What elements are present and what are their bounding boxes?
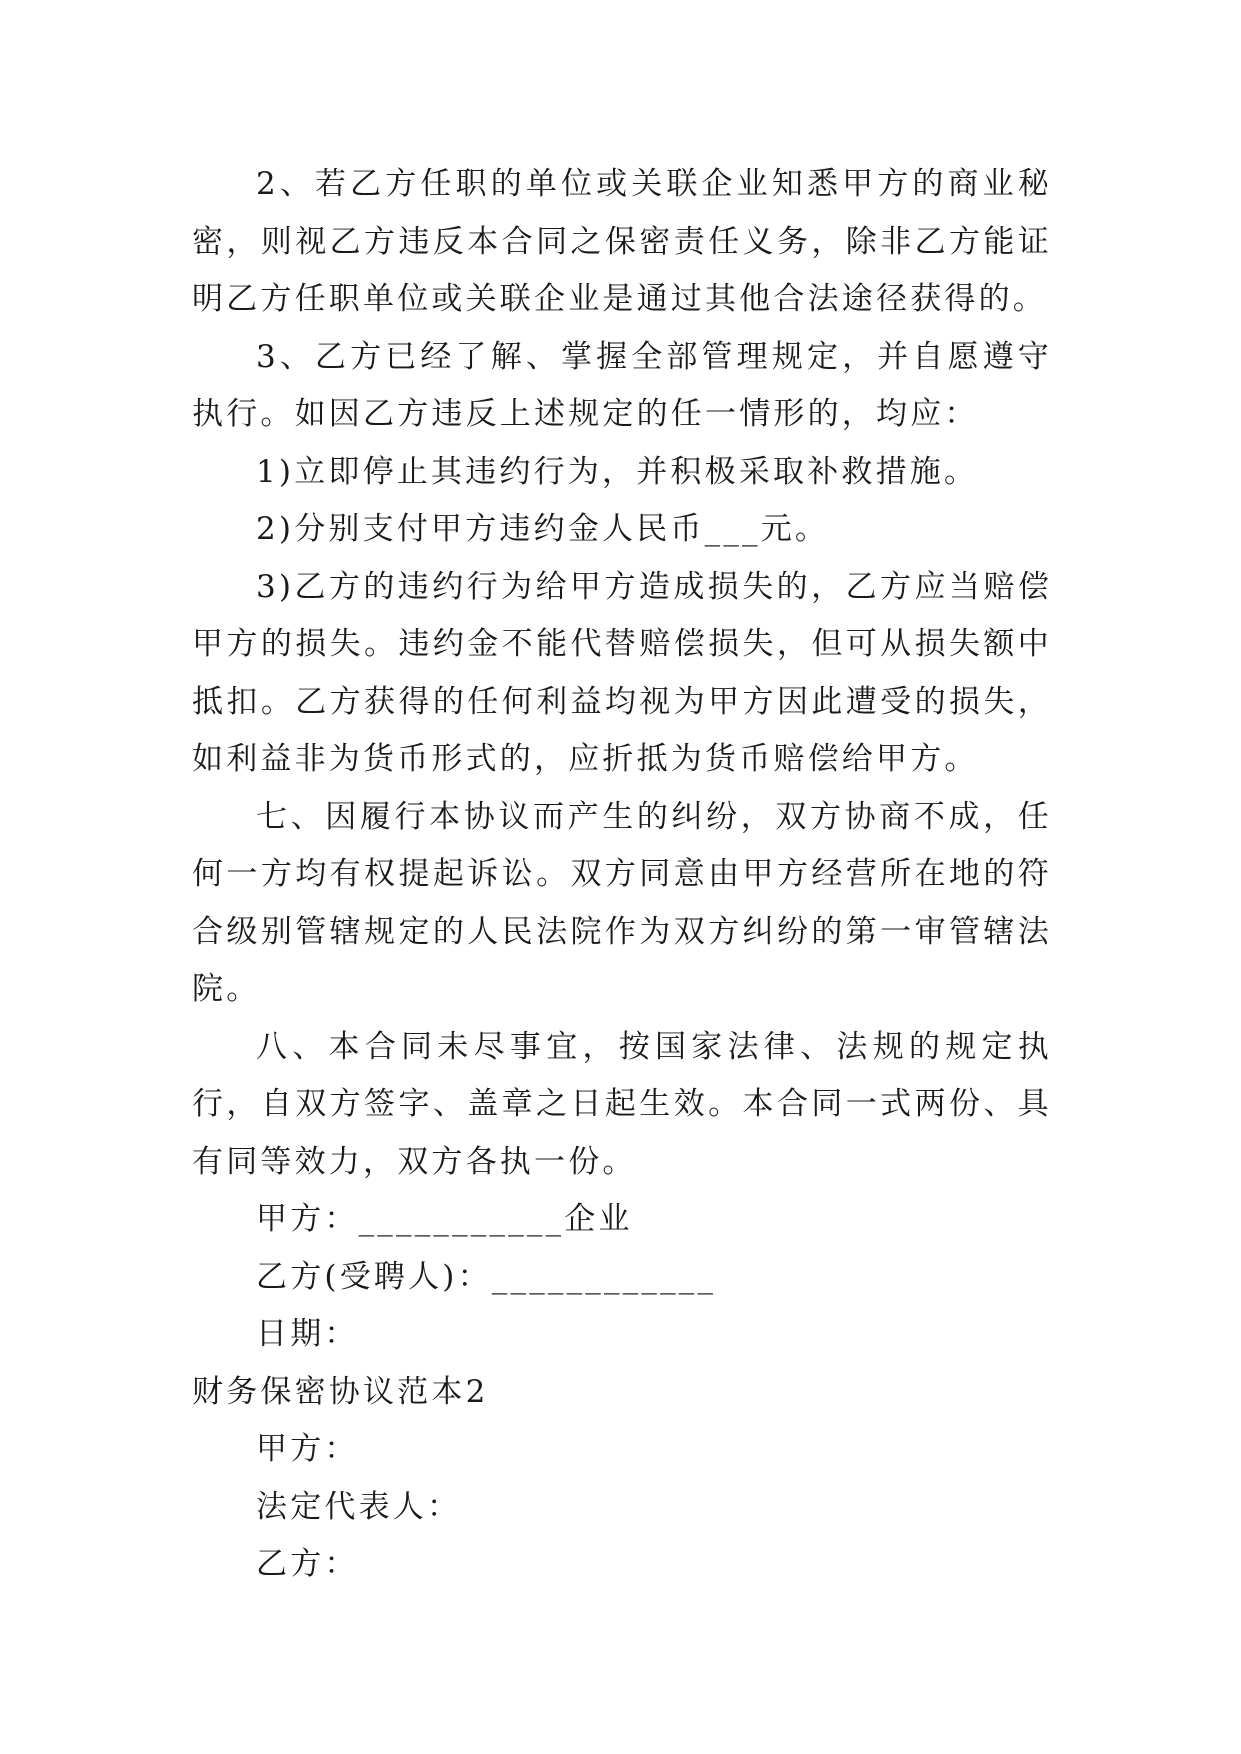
clause-3-paragraph: 3、乙方已经了解、掌握全部管理规定，并自愿遵守执行。如因乙方违反上述规定的任一情形的，均应：: [192, 338, 1052, 432]
clause-2-paragraph: 2、若乙方任职的单位或关联企业知悉甲方的商业秘密，则视乙方违反本合同之保密责任义务，除非乙方能证明乙方任职单位或关联企业是通过其他合法途径获得的。: [192, 166, 1052, 317]
date-line: 日期：: [256, 1316, 359, 1352]
document-body: [192, 156, 1052, 1594]
party-b-signature-line: 乙方(受聘人)：____________: [256, 1258, 717, 1295]
section-title: 财务保密协议范本2: [192, 1373, 489, 1410]
section2-party-a-line: 甲方：: [256, 1431, 359, 1467]
remedy-2-paragraph: 2)分别支付甲方违约金人民币___元。: [256, 511, 830, 547]
section2-party-b-line: 乙方：: [256, 1546, 359, 1582]
remedy-1-paragraph: 1)立即停止其违约行为，并积极采取补救措施。: [256, 453, 979, 490]
article-7-paragraph: 七、因履行本协议而产生的纠纷，双方协商不成，任何一方均有权提起诉讼。双方同意由甲方经营所在地的符合级别管辖规定的人民法院作为双方纠纷的第一审管辖法院。: [192, 798, 1052, 1007]
section2-legal-representative-line: 法定代表人：: [256, 1488, 462, 1525]
remedy-3-paragraph: 3)乙方的违约行为给甲方造成损失的，乙方应当赔偿甲方的损失。违约金不能代替赔偿损失，但可从损失额中抵扣。乙方获得的任何利益均视为甲方因此遭受的损失，如利益非为货币形式的，应折抵为货币赔偿给甲方。: [192, 568, 1052, 777]
article-8-paragraph: 八、本合同未尽事宜，按国家法律、法规的规定执行，自双方签字、盖章之日起生效。本合同一式两份、具有同等效力，双方各执一份。: [192, 1028, 1052, 1180]
party-a-signature-line: 甲方：___________企业: [256, 1201, 633, 1237]
